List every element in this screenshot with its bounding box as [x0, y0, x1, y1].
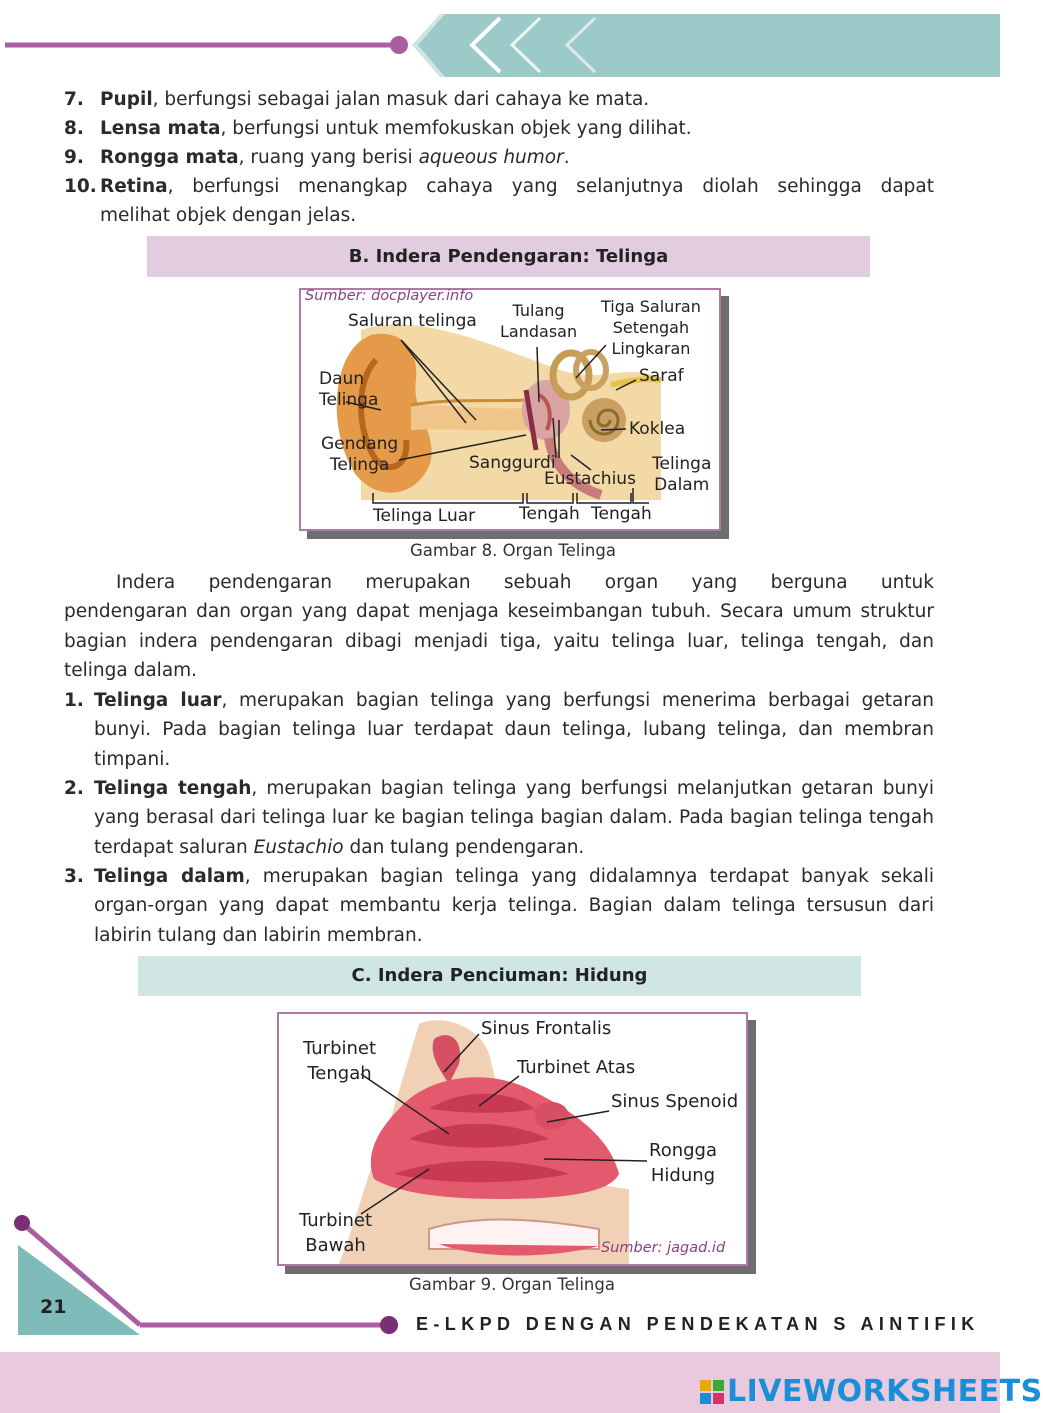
ear-source: Sumber: docplayer.info	[305, 288, 474, 304]
label-telinga-luar: Telinga Luar	[373, 506, 476, 526]
label-turbinet-tengah: Turbinet Tengah	[303, 1038, 377, 1084]
label-tiga-saluran: Tiga Saluran Setengah Lingkaran	[601, 297, 701, 358]
header-decoration	[0, 0, 1000, 90]
ear-caption: Gambar 8. Organ Telinga	[410, 541, 616, 560]
label-sanggurdi: Sanggurdi	[469, 453, 556, 473]
list-item-telinga-luar: 1. Telinga luar, merupakan bagian telinga yang berfungsi menerima berbagai getaran bunyi. Pada bagian telinga luar terdapat daun telinga, lubang telinga, dan membran timpani.	[64, 690, 934, 770]
ear-figure	[299, 288, 721, 531]
page-number: 21	[40, 1296, 67, 1318]
label-daun-telinga: Daun Telinga	[319, 369, 379, 410]
nose-source: Sumber: jagad.id	[601, 1240, 726, 1256]
label-sinus-frontalis: Sinus Frontalis	[481, 1018, 612, 1039]
list-item-lensa: 8. Lensa mata, berfungsi untuk memfokuskan objek yang dilihat.	[64, 118, 692, 139]
liveworksheets-grid-icon	[700, 1380, 724, 1404]
label-rongga-hidung: Rongga Hidung	[649, 1140, 718, 1186]
label-tulang-landasan: Tulang Landasan	[500, 301, 578, 341]
section-c-heading: C. Indera Penciuman: Hidung	[138, 956, 861, 996]
list-item-rongga: 9. Rongga mata, ruang yang berisi aqueous humor.	[64, 147, 570, 168]
label-turbinet-bawah: Turbinet Bawah	[299, 1210, 373, 1256]
liveworksheets-logo[interactable]: LIVEWORKSHEETS	[700, 1374, 1043, 1409]
label-telinga-dalam: Telinga Dalam	[652, 454, 712, 495]
label-turbinet-atas: Turbinet Atas	[517, 1057, 636, 1078]
label-tengah-2: Tengah	[591, 504, 652, 524]
label-sinus-spenoid: Sinus Spenoid	[611, 1091, 739, 1112]
label-koklea: Koklea	[629, 419, 686, 439]
list-item-pupil: 7. Pupil, berfungsi sebagai jalan masuk dari cahaya ke mata.	[64, 89, 650, 110]
section-b-heading: B. Indera Pendengaran: Telinga	[147, 236, 870, 277]
label-saraf: Saraf	[639, 366, 684, 386]
label-saluran-telinga: Saluran telinga	[348, 311, 477, 331]
list-item-telinga-tengah: 2. Telinga tengah, merupakan bagian telinga yang berfungsi melanjutkan getaran bunyi yang berasal dari telinga luar ke bagian telinga bagian dalam. Pada bagian telinga tengah terdapat saluran Eustachio dan tulang pendengaran.	[64, 778, 934, 858]
label-eustachius: Eustachius	[544, 469, 636, 489]
list-item-telinga-dalam: 3. Telinga dalam, merupakan bagian telinga yang didalamnya terdapat banyak sekali organ-organ yang dapat membantu kerja telinga. Bagian dalam telinga tersusun dari labirin tulang dan labirin membran.	[64, 866, 934, 946]
nose-caption: Gambar 9. Organ Telinga	[409, 1275, 615, 1294]
footer-title: E-LKPD DENGAN PENDEKATAN S AINTIFIK	[416, 1314, 980, 1334]
label-gendang-telinga: Gendang Telinga	[321, 434, 399, 475]
label-tengah-1: Tengah	[519, 504, 580, 524]
intro-paragraph: Indera pendengaran merupakan sebuah organ yang berguna untuk pendengaran dan organ yang dapat menjaga keseimbangan tubuh. Secara umum struktur bagian indera pendengaran dibagi menjadi tiga, yaitu telinga luar, telinga tengah, dan telinga dalam.	[64, 572, 934, 682]
list-item-retina: 10. Retina, berfungsi menangkap cahaya yang selanjutnya diolah sehingga dapat melihat objek dengan jelas.	[64, 176, 934, 227]
